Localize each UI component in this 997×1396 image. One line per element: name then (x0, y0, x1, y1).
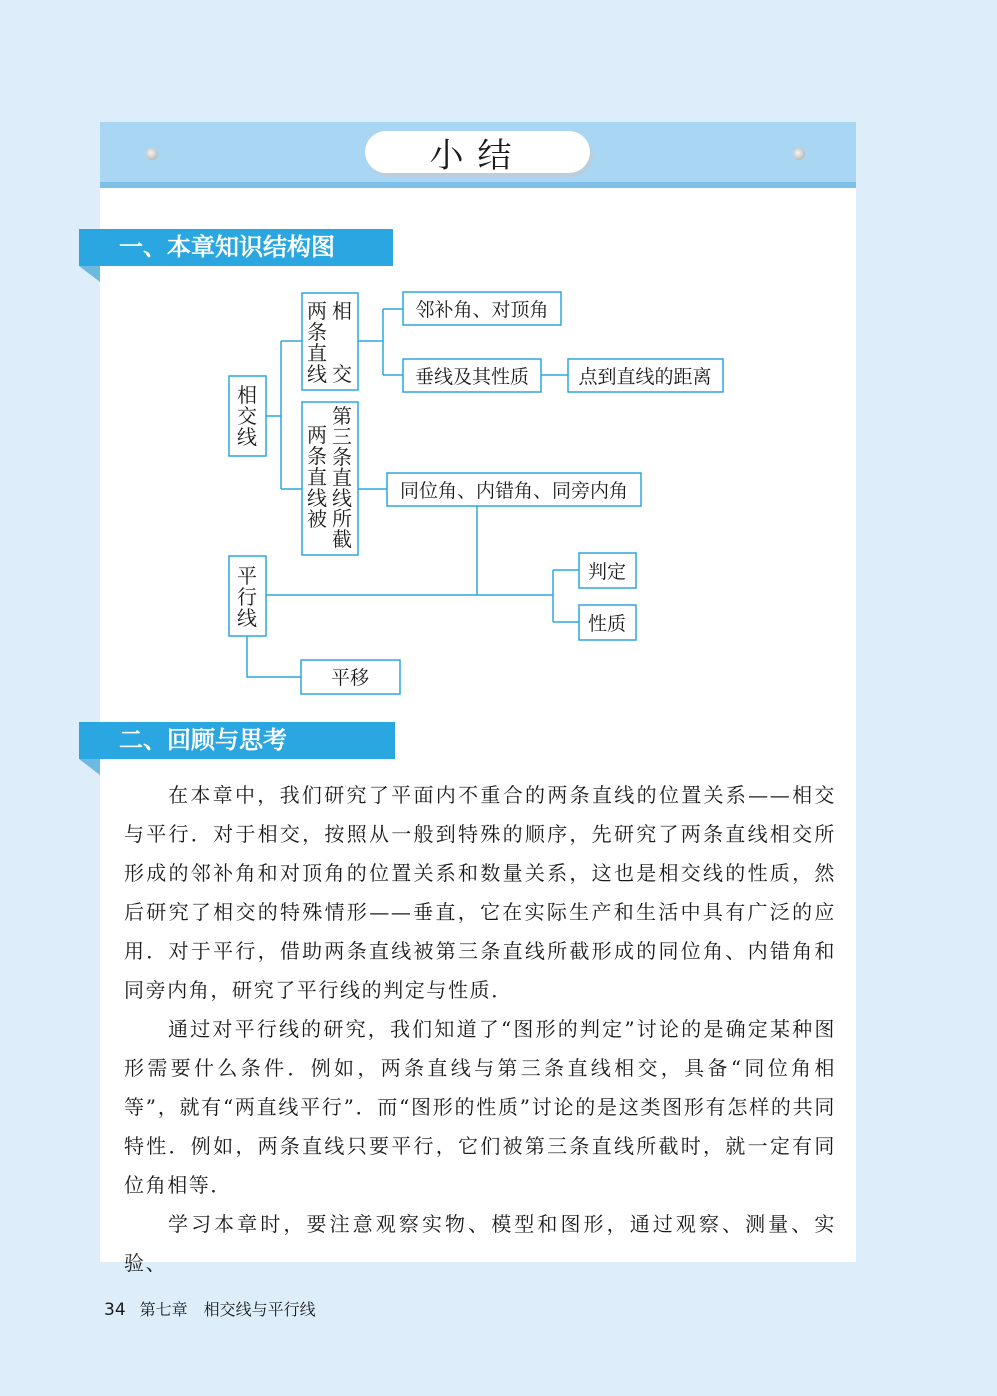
label-pingyi: 平移 (330, 667, 370, 689)
paragraph-1: 在本章中，我们研究了平面内不重合的两条直线的位置关系——相交与平行．对于相交，按照从一般到特殊的顺序，先研究了两条直线相交所形成的邻补角和对顶角的位置关系和数量关系，这也是相交线的性质，然后研究了相交的特殊情形——垂直，它在实际生产和生活中具有广泛的应用．对于平行，借助两条直线被第三条直线所截形成的同位角、内错角和同旁内角，研究了平行线的判定与性质． (124, 783, 836, 1002)
connector-xiangjiaoxian (266, 341, 302, 489)
paragraph-2: 通过对平行线的研究，我们知道了“图形的判定”讨论的是确定某种图形需要什么条件．例如，两条直线与第三条直线相交，具备“同位角相等”，就有“两直线平行”．而“图形的性质”讨论的是这类图形有怎样的共同特性．例如，两条直线只要平行，它们被第三条直线所截时，就一定有同位角相等． (124, 1017, 836, 1197)
page-title: 小结 (365, 131, 590, 173)
label-xiangjiao-col2: 相交 (332, 299, 352, 386)
label-chuixian: 垂线及其性质 (414, 366, 530, 388)
footer-chapter-title: 相交线与平行线 (203, 1300, 316, 1319)
paragraph-3: 学习本章时，要注意观察实物、模型和图形，通过观察、测量、实验、 (124, 1212, 836, 1275)
page-number: 34 (104, 1300, 126, 1320)
label-xiangjiao-col1: 两条直线 (307, 299, 327, 386)
section-heading-structure-text: 一、本章知识结构图 (119, 233, 335, 261)
label-jiezhi-col1: 两条直线被 (307, 423, 327, 531)
label-pingxingxian: 平行线 (237, 564, 257, 630)
label-juli: 点到直线的距离 (578, 366, 712, 388)
page-footer (104, 1297, 316, 1320)
footer-chapter: 第七章 (139, 1300, 188, 1319)
label-panding: 判定 (587, 561, 627, 583)
connector-xiangjiao (358, 309, 403, 375)
section-heading-review-text: 二、回顾与思考 (119, 726, 287, 754)
label-xingzhi: 性质 (587, 613, 627, 635)
label-xiangjiaoxian: 相交线 (237, 383, 257, 449)
label-tongwei: 同位角、内错角、同旁内角 (399, 480, 629, 502)
label-jiezhi-col2: 第三条直线所截 (332, 404, 352, 551)
connector-pingyi (247, 636, 301, 677)
label-linbu: 邻补角、对顶角 (415, 299, 549, 321)
